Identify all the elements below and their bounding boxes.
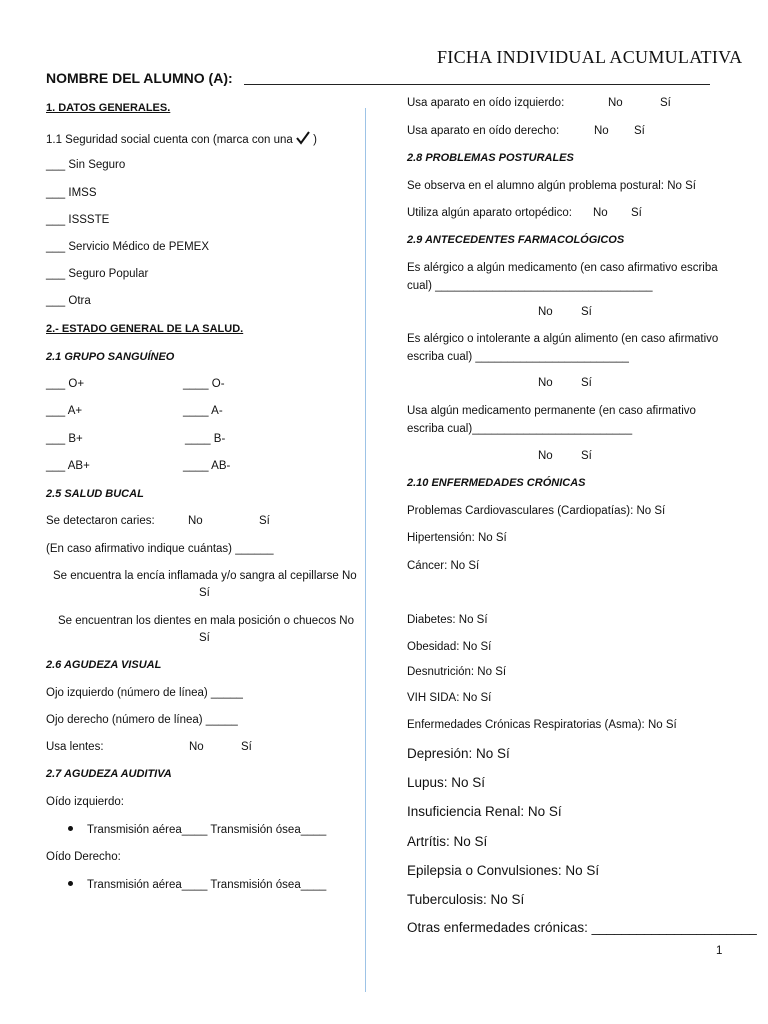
hearing-aid-left-question: Usa aparato en oído izquierdo: bbox=[407, 97, 565, 109]
postural-question[interactable]: Se observa en el alumno algún problema postural: No Sí bbox=[407, 180, 696, 192]
hearing-aid-right-question: Usa aparato en oído derecho: bbox=[407, 125, 560, 137]
blood-option-a-pos[interactable]: ___ A+ bbox=[46, 405, 83, 417]
orthopedic-question: Utiliza algún aparato ortopédico: bbox=[407, 207, 572, 219]
drug-allergy-field[interactable]: cual) __________________________________ bbox=[407, 280, 653, 292]
caries-question: Se detectaron caries: bbox=[46, 515, 155, 527]
hearing-aid-right-si[interactable]: Sí bbox=[634, 125, 645, 137]
insurance-option-seguro-popular[interactable]: ___ Seguro Popular bbox=[46, 268, 149, 280]
glasses-question: Usa lentes: bbox=[46, 741, 104, 753]
hearing-aid-left-no[interactable]: No bbox=[608, 97, 623, 109]
disease-hipertension[interactable]: Hipertensión: No Sí bbox=[407, 532, 507, 544]
caries-count[interactable]: (En caso afirmativo indique cuántas) ______ bbox=[46, 543, 274, 555]
bullet-icon bbox=[68, 826, 73, 831]
orthopedic-si[interactable]: Sí bbox=[631, 207, 642, 219]
drug-allergy-si[interactable]: Sí bbox=[581, 306, 592, 318]
disease-artritis[interactable]: Artrítis: No Sí bbox=[407, 834, 488, 849]
glasses-no[interactable]: No bbox=[189, 741, 204, 753]
hearing-aid-right-no[interactable]: No bbox=[594, 125, 609, 137]
right-ear-label: Oído Derecho: bbox=[46, 851, 121, 863]
disease-diabetes[interactable]: Diabetes: No Sí bbox=[407, 614, 488, 626]
section-2-heading: 2.- ESTADO GENERAL DE LA SALUD. bbox=[46, 323, 244, 335]
check-mark-icon bbox=[296, 131, 310, 145]
page-number: 1 bbox=[716, 945, 723, 957]
student-name-label: NOMBRE DEL ALUMNO (A): bbox=[46, 70, 233, 86]
drug-allergy-no[interactable]: No bbox=[538, 306, 553, 318]
dientes-si[interactable]: Sí bbox=[199, 632, 210, 644]
glasses-si[interactable]: Sí bbox=[241, 741, 252, 753]
permanent-med-no[interactable]: No bbox=[538, 450, 553, 462]
encia-question: Se encuentra la encía inflamada y/o sangra al cepillarse No bbox=[53, 570, 357, 582]
social-security-question bbox=[46, 131, 317, 146]
permanent-med-field[interactable]: escriba cual)_________________________ bbox=[407, 423, 633, 435]
insurance-option-otra[interactable]: ___ Otra bbox=[46, 295, 91, 307]
disease-otras-field[interactable]: Otras enfermedades crónicas: ______________________ bbox=[407, 920, 757, 935]
section-2-6-heading: 2.6 AGUDEZA VISUAL bbox=[46, 659, 162, 671]
drug-allergy-question: Es alérgico a algún medicamento (en caso afirmativo escriba bbox=[407, 262, 718, 274]
blood-option-a-neg[interactable]: ____ A- bbox=[183, 405, 223, 417]
section-2-8-heading: 2.8 PROBLEMAS POSTURALES bbox=[407, 152, 574, 164]
bullet-icon bbox=[68, 881, 73, 886]
right-ear-transmission-text[interactable]: Transmisión aérea____ Transmisión ósea____ bbox=[87, 879, 327, 891]
section-2-5-heading: 2.5 SALUD BUCAL bbox=[46, 488, 144, 500]
permanent-med-si[interactable]: Sí bbox=[581, 450, 592, 462]
insurance-option-pemex[interactable]: ___ Servicio Médico de PEMEX bbox=[46, 241, 209, 253]
disease-respiratorias[interactable]: Enfermedades Crónicas Respiratorias (Asma): No Sí bbox=[407, 719, 677, 731]
left-ear-transmission bbox=[68, 824, 326, 836]
disease-epilepsia[interactable]: Epilepsia o Convulsiones: No Sí bbox=[407, 863, 600, 878]
disease-obesidad[interactable]: Obesidad: No Sí bbox=[407, 641, 492, 653]
permanent-med-question: Usa algún medicamento permanente (en caso afirmativo bbox=[407, 405, 696, 417]
section-2-9-heading: 2.9 ANTECEDENTES FARMACOLÓGICOS bbox=[407, 234, 625, 246]
disease-vih[interactable]: VIH SIDA: No Sí bbox=[407, 692, 492, 704]
disease-lupus[interactable]: Lupus: No Sí bbox=[407, 775, 486, 790]
right-eye-line[interactable]: Ojo derecho (número de línea) _____ bbox=[46, 714, 238, 726]
social-security-close: ) bbox=[313, 134, 318, 146]
blood-option-ab-pos[interactable]: ___ AB+ bbox=[46, 460, 90, 472]
disease-depresion[interactable]: Depresión: No Sí bbox=[407, 746, 510, 761]
student-name-field[interactable] bbox=[244, 84, 710, 85]
section-1-heading: 1. DATOS GENERALES. bbox=[46, 102, 171, 114]
food-allergy-field[interactable]: escriba cual) ________________________ bbox=[407, 351, 629, 363]
food-allergy-question: Es alérgico o intolerante a algún alimento (en caso afirmativo bbox=[407, 333, 719, 345]
caries-si[interactable]: Sí bbox=[259, 515, 270, 527]
social-security-text: 1.1 Seguridad social cuenta con (marca con una bbox=[46, 134, 293, 146]
blood-option-o-neg[interactable]: ____ O- bbox=[183, 378, 225, 390]
food-allergy-si[interactable]: Sí bbox=[581, 377, 592, 389]
disease-cancer[interactable]: Cáncer: No Sí bbox=[407, 560, 480, 572]
column-divider bbox=[365, 108, 366, 992]
disease-desnutricion[interactable]: Desnutrición: No Sí bbox=[407, 666, 507, 678]
section-2-7-heading: 2.7 AGUDEZA AUDITIVA bbox=[46, 768, 172, 780]
section-2-10-heading: 2.10 ENFERMEDADES CRÓNICAS bbox=[407, 477, 586, 489]
left-ear-transmission-text[interactable]: Transmisión aérea____ Transmisión ósea____ bbox=[87, 824, 327, 836]
section-2-1-heading: 2.1 GRUPO SANGUÍNEO bbox=[46, 351, 175, 363]
disease-tuberculosis[interactable]: Tuberculosis: No Sí bbox=[407, 892, 525, 907]
food-allergy-no[interactable]: No bbox=[538, 377, 553, 389]
insurance-option-imss[interactable]: ___ IMSS bbox=[46, 187, 97, 199]
form-title: FICHA INDIVIDUAL ACUMULATIVA bbox=[437, 47, 743, 67]
insurance-option-issste[interactable]: ___ ISSSTE bbox=[46, 214, 110, 226]
insurance-option-sin-seguro[interactable]: ___ Sin Seguro bbox=[46, 159, 126, 171]
blood-option-o-pos[interactable]: ___ O+ bbox=[46, 378, 85, 390]
encia-si[interactable]: Sí bbox=[199, 587, 210, 599]
blood-option-b-neg[interactable]: ____ B- bbox=[185, 433, 226, 445]
blood-option-ab-neg[interactable]: ____ AB- bbox=[183, 460, 231, 472]
left-ear-label: Oído izquierdo: bbox=[46, 796, 124, 808]
caries-no[interactable]: No bbox=[188, 515, 203, 527]
hearing-aid-left-si[interactable]: Sí bbox=[660, 97, 671, 109]
blood-option-b-pos[interactable]: ___ B+ bbox=[46, 433, 83, 445]
disease-renal[interactable]: Insuficiencia Renal: No Sí bbox=[407, 804, 562, 819]
right-ear-transmission bbox=[68, 879, 326, 891]
disease-cardio[interactable]: Problemas Cardiovasculares (Cardiopatías): No Sí bbox=[407, 505, 666, 517]
dientes-question: Se encuentran los dientes en mala posición o chuecos No bbox=[58, 615, 354, 627]
left-eye-line[interactable]: Ojo izquierdo (número de línea) _____ bbox=[46, 687, 243, 699]
orthopedic-no[interactable]: No bbox=[593, 207, 608, 219]
